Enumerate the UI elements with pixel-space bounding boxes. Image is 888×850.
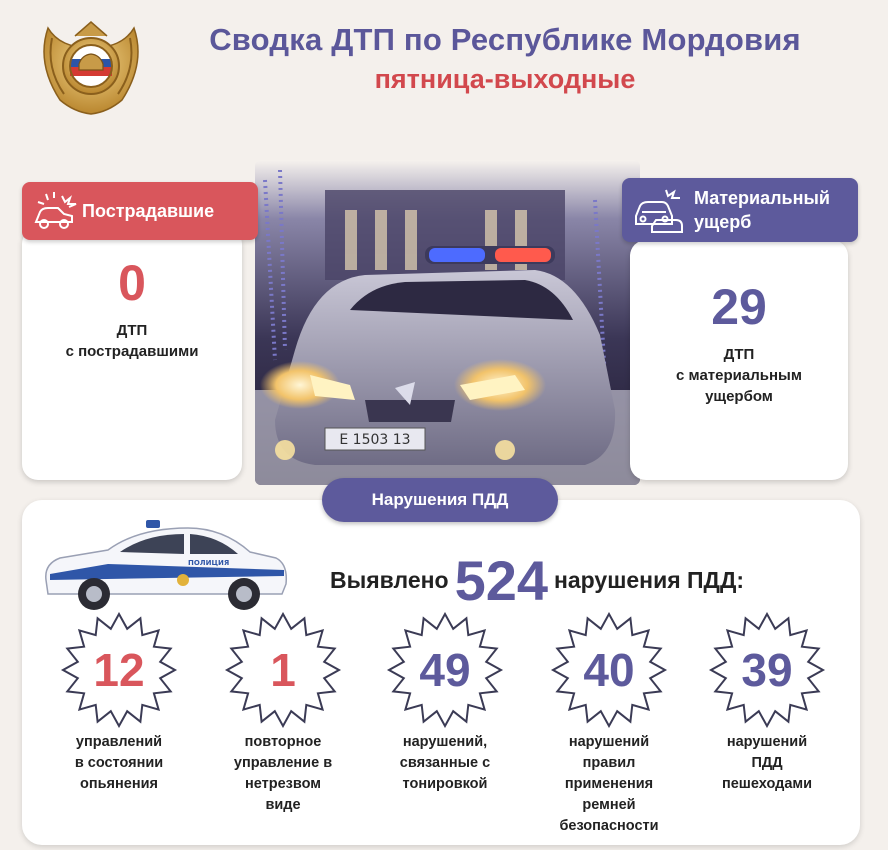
- license-plate: Е 1503 13: [339, 432, 411, 448]
- violations-headline: [330, 548, 850, 618]
- stat-caption-line: нетрезвом: [245, 776, 321, 792]
- stat-caption: [208, 732, 358, 816]
- stat-pedestrians: [692, 612, 842, 795]
- victims-desc-line: с пострадавшими: [65, 343, 199, 360]
- damage-tag: [622, 178, 858, 242]
- damage-card: [630, 240, 848, 480]
- damage-description: [630, 344, 848, 407]
- damage-desc-line: ДТП: [723, 346, 755, 363]
- headline-prefix: Выявлено: [330, 567, 449, 593]
- damage-desc-line: ущербом: [705, 388, 773, 405]
- stat-value: 49: [419, 644, 471, 696]
- victims-desc-line: ДТП: [116, 322, 148, 339]
- stat-caption-line: правил: [582, 755, 636, 771]
- traffic-police-emblem-icon: [30, 8, 152, 118]
- stat-caption: [534, 732, 684, 837]
- stat-caption-line: связанные с: [399, 755, 491, 771]
- stat-caption: [44, 732, 194, 795]
- damage-count: 29: [711, 279, 767, 335]
- damage-label: [694, 186, 830, 234]
- car-label: ПОЛИЦИЯ: [188, 559, 230, 567]
- stat-caption-line: ПДД: [751, 755, 783, 771]
- page-subtitle: пятница-выходные: [374, 64, 636, 94]
- stat-caption-line: нарушений: [568, 734, 650, 750]
- page-title: Сводка ДТП по Республике Мордовия: [209, 22, 801, 57]
- stat-caption-line: нарушений: [726, 734, 808, 750]
- stat-caption-line: тонировкой: [402, 776, 488, 792]
- police-car-photo: [255, 160, 640, 485]
- stat-value: 12: [93, 644, 145, 696]
- stat-repeat-drunk: [208, 612, 358, 816]
- violations-pill: Нарушения ПДД: [322, 478, 558, 522]
- stat-caption-line: виде: [265, 797, 301, 813]
- stat-caption-line: ремней: [582, 797, 636, 813]
- stat-caption: [692, 732, 842, 795]
- stat-caption-line: безопасности: [559, 818, 659, 834]
- stat-caption: [370, 732, 520, 795]
- stat-seatbelts: [534, 612, 684, 837]
- damage-label-line: Материальный: [694, 188, 830, 208]
- victims-label: Пострадавшие: [82, 201, 215, 221]
- car-crash-icon: [32, 188, 80, 234]
- stat-tinting: [370, 612, 520, 795]
- stat-caption-line: пешеходами: [721, 776, 813, 792]
- car-collision-icon: [632, 186, 686, 234]
- violations-total: 524: [454, 549, 548, 612]
- stat-caption-line: в состоянии: [74, 755, 164, 771]
- stat-caption-line: опьянения: [80, 776, 158, 792]
- stat-drunk-driving: [44, 612, 194, 795]
- headline-suffix: нарушения ПДД:: [554, 567, 744, 593]
- victims-card: [22, 228, 242, 480]
- stat-value: 39: [741, 644, 793, 696]
- victims-tag: [22, 182, 258, 240]
- stat-caption-line: управление в: [233, 755, 333, 771]
- stat-value: 1: [270, 644, 296, 696]
- damage-label-line: ущерб: [694, 212, 752, 232]
- victims-count: 0: [118, 255, 146, 311]
- stat-value: 40: [583, 644, 635, 696]
- stat-caption-line: нарушений,: [402, 734, 488, 750]
- stat-caption-line: применения: [564, 776, 654, 792]
- police-car-icon: [38, 518, 290, 614]
- victims-description: [22, 320, 242, 362]
- stat-caption-line: повторное: [244, 734, 322, 750]
- stat-caption-line: управлений: [75, 734, 163, 750]
- damage-desc-line: с материальным: [676, 367, 802, 384]
